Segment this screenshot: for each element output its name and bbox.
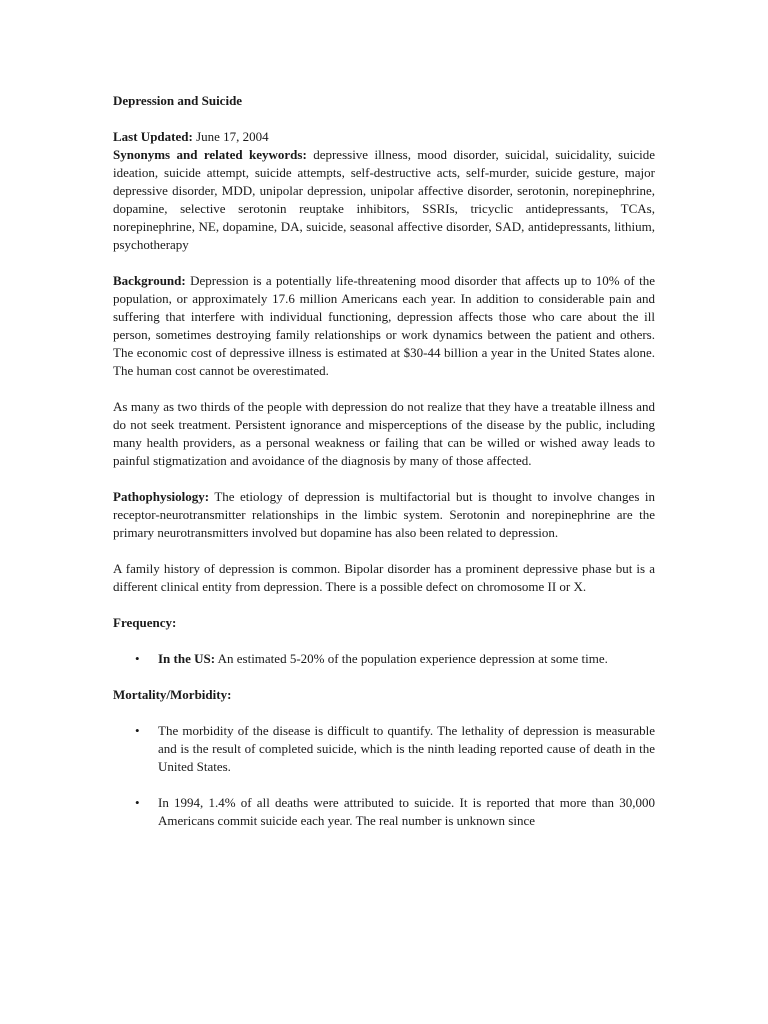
keywords-label: Synonyms and related keywords: bbox=[113, 147, 307, 162]
background-label: Background: bbox=[113, 273, 186, 288]
frequency-item-label: In the US: bbox=[158, 651, 216, 666]
list-item bbox=[113, 650, 655, 668]
document-page bbox=[113, 92, 655, 848]
background-text: Depression is a potentially life-threatening mood disorder that affects up to 10% of the population, or approximately 17.6 million Americans each year. In addition to considerable pain and suffering that interfere with individual functioning, depression affects those who care about the ill person, sometimes destroying family relationships or work dynamics between the patient and others. The economic cost of depressive illness is estimated at $30-44 billion a year in the United States alone. The human cost cannot be overestimated. bbox=[113, 273, 655, 378]
last-updated-label: Last Updated: bbox=[113, 129, 193, 144]
frequency-heading: Frequency: bbox=[113, 615, 177, 630]
mortality-list bbox=[113, 722, 655, 830]
pathophysiology-paragraph bbox=[113, 488, 655, 542]
pathophysiology-label: Pathophysiology: bbox=[113, 489, 210, 504]
pathophysiology-paragraph-2: A family history of depression is common. Bipolar disorder has a prominent depressive phase but is a different clinical entity from depression. There is a possible defect on chromosome II or X. bbox=[113, 561, 655, 594]
frequency-list bbox=[113, 650, 655, 668]
mortality-heading: Mortality/Morbidity: bbox=[113, 687, 232, 702]
last-updated-line bbox=[113, 128, 655, 146]
background-paragraph bbox=[113, 272, 655, 380]
keywords-paragraph bbox=[113, 146, 655, 254]
frequency-item-text: An estimated 5-20% of the population experience depression at some time. bbox=[215, 651, 608, 666]
document-title: Depression and Suicide bbox=[113, 93, 243, 108]
last-updated-value: June 17, 2004 bbox=[192, 129, 269, 144]
keywords-text: depressive illness, mood disorder, suicidal, suicidality, suicide ideation, suicide attempt, suicide attempts, self-destructive acts, self-murder, suicide gesture, major depressive disorder, MDD, unipolar depression, unipolar affective disorder, serotonin, norepinephrine, dopamine, selective serotonin reuptake inhibitors, SSRIs, tricyclic antidepressants, TCAs, norepinephrine, NE, dopamine, DA, suicide, seasonal affective disorder, SAD, antidepressants, lithium, psychotherapy bbox=[113, 147, 656, 252]
list-item: • In 1994, 1.4% of all deaths were attributed to suicide. It is reported that more than 30,000 Americans commit suicide each year. The real number is unknown since bbox=[113, 794, 655, 830]
list-item: • The morbidity of the disease is difficult to quantify. The lethality of depression is measurable and is the result of completed suicide, which is the ninth leading reported cause of death in the United States. bbox=[113, 722, 655, 776]
background-paragraph-2: As many as two thirds of the people with depression do not realize that they have a treatable illness and do not seek treatment. Persistent ignorance and misperceptions of the disease by the public, including many health providers, as a personal weakness or failing that can be willed or wished away leads to painful stigmatization and avoidance of the diagnosis by many of those affected. bbox=[113, 399, 655, 468]
pathophysiology-text: The etiology of depression is multifactorial but is thought to involve changes in receptor-neurotransmitter relationships in the limbic system. Serotonin and norepinephrine are the primary neurotransmitters involved but dopamine has also been related to depression. bbox=[113, 489, 655, 540]
